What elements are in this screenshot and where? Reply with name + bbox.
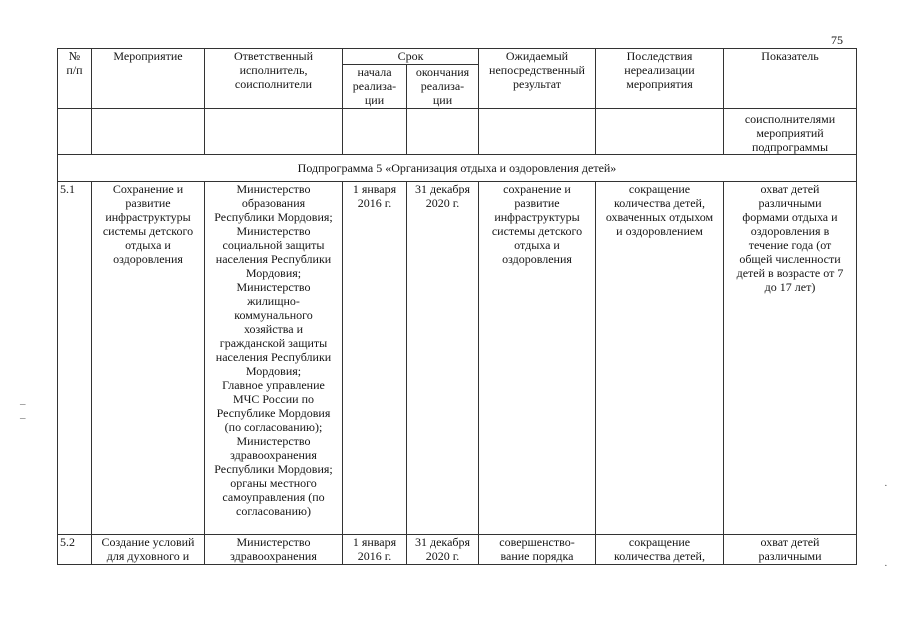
cont-num bbox=[58, 109, 92, 155]
scan-mark: – bbox=[20, 398, 26, 410]
cont-consequences bbox=[596, 109, 724, 155]
header-expected-result: Ожидаемый непосредственный результат bbox=[479, 49, 596, 109]
header-term-end: окончания реализа- ции bbox=[407, 65, 479, 109]
row-end: 31 декабря 2020 г. bbox=[407, 182, 479, 535]
row-event: Сохранение и развитие инфраструктуры системы детского отдыха и оздоровления bbox=[92, 182, 205, 535]
header-row bbox=[58, 49, 857, 65]
row-indicator: охват детей различными bbox=[724, 535, 857, 565]
cont-indicator: соисполнителями мероприятий подпрограммы bbox=[724, 109, 857, 155]
row-expected: сохранение и развитие инфраструктуры системы детского отдыха и оздоровления bbox=[479, 182, 596, 535]
row-event: Создание условий для духовного и bbox=[92, 535, 205, 565]
table-row bbox=[58, 535, 857, 565]
header-num: № п/п bbox=[58, 49, 92, 109]
table-row bbox=[58, 182, 857, 535]
header-indicator: Показатель bbox=[724, 49, 857, 109]
header-event: Мероприятие bbox=[92, 49, 205, 109]
row-start: 1 января 2016 г. bbox=[343, 182, 407, 535]
subprogram-row bbox=[58, 155, 857, 182]
page-number: 75 bbox=[831, 33, 843, 47]
scan-mark: – bbox=[20, 412, 26, 424]
row-expected: совершенство- вание порядка bbox=[479, 535, 596, 565]
scan-mark: · bbox=[884, 560, 888, 572]
header-term-start: начала реализа- ции bbox=[343, 65, 407, 109]
row-consequences: сокращение количества детей, охваченных отдыхом и оздоровлением bbox=[596, 182, 724, 535]
cont-start bbox=[343, 109, 407, 155]
header-term: Срок bbox=[343, 49, 479, 65]
row-num: 5.2 bbox=[58, 535, 92, 565]
header-consequences: Последствия нереализации мероприятия bbox=[596, 49, 724, 109]
cont-expected bbox=[479, 109, 596, 155]
row-responsible: Министерство здравоохранения bbox=[205, 535, 343, 565]
row-start: 1 января 2016 г. bbox=[343, 535, 407, 565]
cont-responsible bbox=[205, 109, 343, 155]
row-num: 5.1 bbox=[58, 182, 92, 535]
cont-event bbox=[92, 109, 205, 155]
header-responsible: Ответственный исполнитель, соисполнители bbox=[205, 49, 343, 109]
row-consequences: сокращение количества детей, bbox=[596, 535, 724, 565]
continuation-row bbox=[58, 109, 857, 155]
program-table bbox=[57, 48, 857, 565]
row-responsible: Министерство образования Республики Мордовия; Министерство социальной защиты населения Республики Мордовия; Министерство жилищно- коммунального хозяйства и гражданской защиты населения Республики Мордовия; Главное управление МЧС России по Республике Мордовия (по согласованию); Министерство здравоохранения Республики Мордовия; органы местного самоуправления (по согласованию) bbox=[205, 182, 343, 535]
subprogram-title: Подпрограмма 5 «Организация отдыха и оздоровления детей» bbox=[58, 155, 857, 182]
scan-mark: · bbox=[884, 480, 888, 492]
cont-end bbox=[407, 109, 479, 155]
row-indicator: охват детей различными формами отдыха и оздоровления в течение года (от общей численности детей в возрасте от 7 до 17 лет) bbox=[724, 182, 857, 535]
row-end: 31 декабря 2020 г. bbox=[407, 535, 479, 565]
